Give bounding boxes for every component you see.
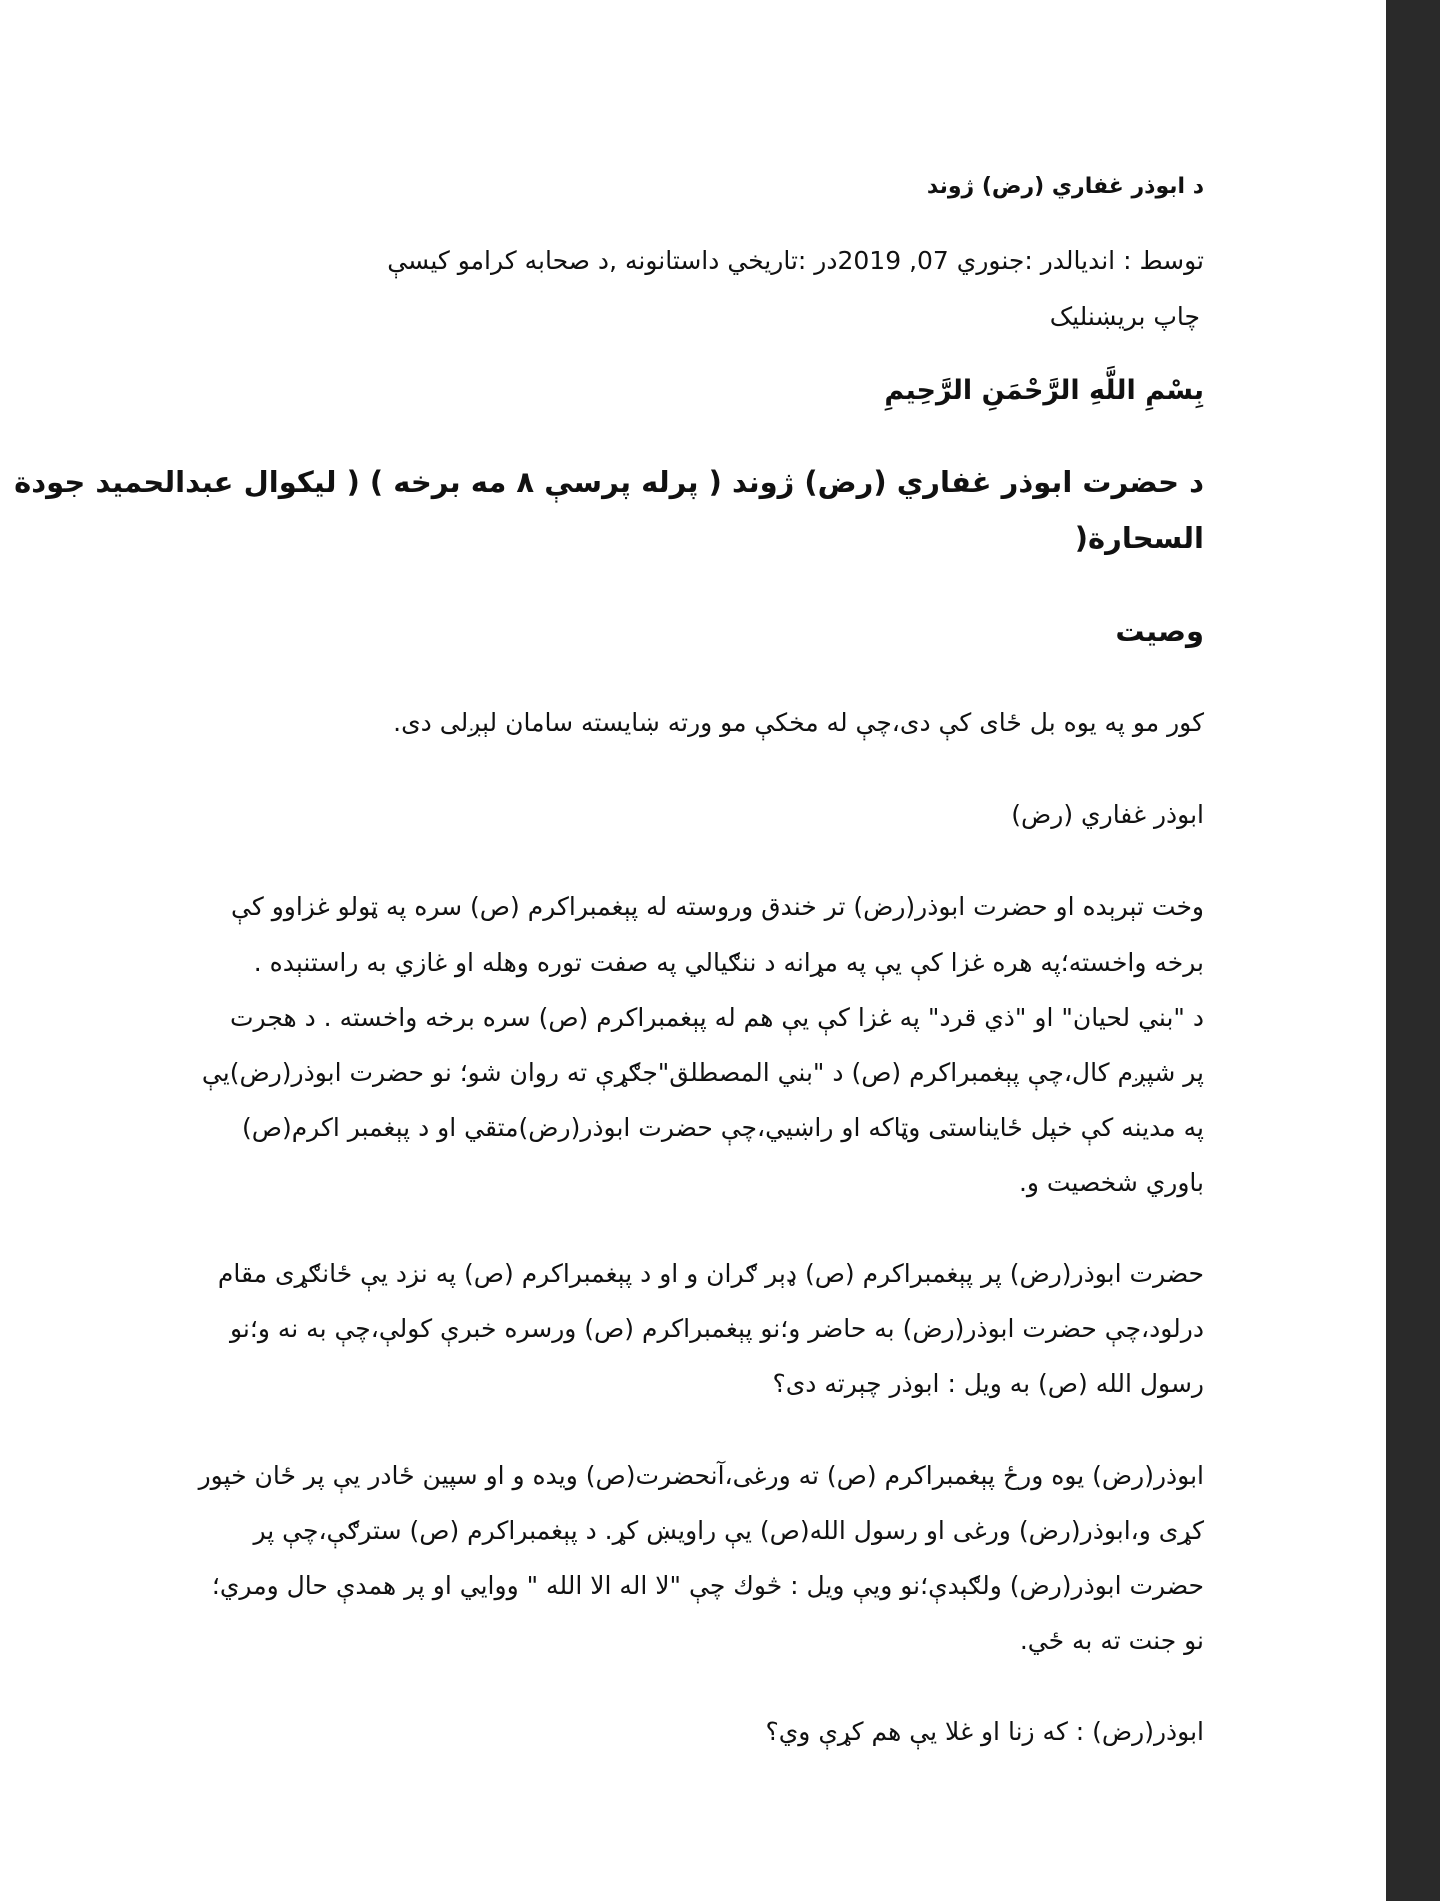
paragraph-line: په مدینه کې خپل ځایناستی وټاکه او راښیي،چې حضرت ابوذر(رض)متقي او د پېغمبر اکرم(ص) (241, 1113, 1204, 1142)
paragraph-line: برخه واخسته؛په هره غزا کې یې په مړانه د ننګیالي په صفت توره وهله او غازي به راستنېده . (253, 948, 1204, 977)
paragraph-line: کړی و،ابوذر(رض) ورغی او رسول الله(ص) یې راویښ کړ. د پېغمبراکرم (ص) سترګې،چې پر (253, 1516, 1204, 1545)
paragraph-4: ابوذر(رض) : که زنا او غلا یې هم کړې وي؟ (765, 1717, 1204, 1746)
paragraph-line: پر شپږم کال،چې پېغمبراکرم (ص) د "بني المصطلق"جګړې ته روان شو؛ نو حضرت ابوذر(رض)یې (201, 1058, 1204, 1087)
right-edge-bar (1386, 0, 1440, 1901)
article-heading-line-1: د حضرت ابوذر غفاري (رض) ژوند ( پرله پرسې ٨ مه برخه ) ( لیکوال عبدالحمید جودة (14, 465, 1204, 499)
paragraph-line: وخت تېرېده او حضرت ابوذر(رض) تر خندق وروسته له پېغمبراکرم (ص) سره په ټولو غزاوو کې (231, 892, 1204, 921)
article-heading-line-2: السحارة( (1074, 521, 1204, 555)
quote-author: ابوذر غفاري (رض) (1011, 800, 1204, 829)
paragraph-line: حضرت ابوذر(رض) ولګېدې؛نو ویې ویل : څوك چې "لا اله الا الله " ووايي او پر همدې حال ومري؛ (211, 1571, 1204, 1600)
paragraph-line: نو جنت ته به ځي. (1019, 1626, 1204, 1655)
meta-line: توسط : اندیالدر :جنوري 07, 2019در :تاریخي داستانونه ,د صحابه کرامو کیسې (387, 246, 1204, 275)
paragraph-line: ابوذر(رض) یوه ورځ پېغمبراکرم (ص) ته ورغی،آنحضرت(ص) ویده و او سپین ځادر یې پر ځان خپور (198, 1461, 1204, 1490)
print-email-links[interactable]: چاپ بریښنلیک (1049, 302, 1200, 331)
small-title: د ابوذر غفاري (رض) ژوند (926, 174, 1204, 199)
paragraph-line: درلود،چې حضرت ابوذر(رض) به حاضر و؛نو پېغمبراکرم (ص) ورسره خبرې کولې،چې به نه و؛نو (230, 1314, 1204, 1343)
section-title: وصیت (1115, 614, 1204, 648)
quote-text: کور مو په یوه بل ځای کې دی،چې له مخکې مو ورته ښایسته سامان لېږلی دی. (393, 708, 1204, 737)
paragraph-line: حضرت ابوذر(رض) پر پېغمبراکرم (ص) ډېر ګران و او د پېغمبراکرم (ص) په نزد یې ځانګړی مقام (217, 1259, 1204, 1288)
basmala: بِسْمِ اللَّهِ الرَّحْمَنِ الرَّحِيمِ (884, 375, 1204, 406)
paragraph-line: باوري شخصیت و. (1018, 1168, 1204, 1197)
paragraph-line: د "بني لحیان" او "ذي قرد" په غزا کې یې هم له پېغمبراکرم (ص) سره برخه واخسته . د هجرت (230, 1003, 1204, 1032)
paragraph-line: رسول الله (ص) به ویل : ابوذر چېرته دی؟ (772, 1369, 1204, 1398)
